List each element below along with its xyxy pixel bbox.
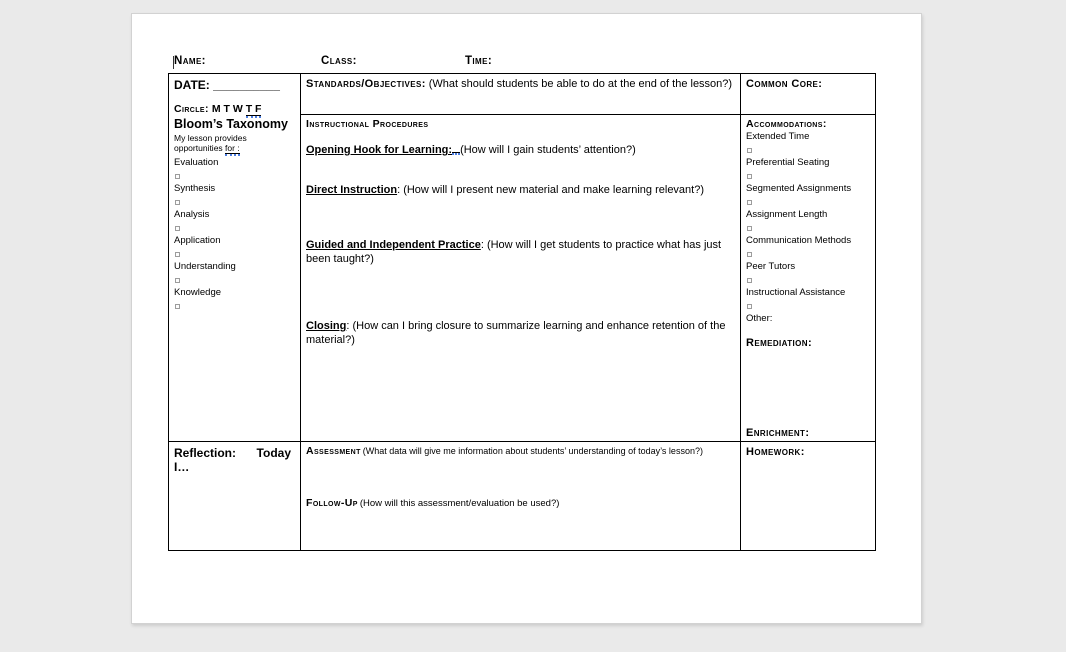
closing-hint: (How can I bring closure to summarize learning and enhance retention of the material?) <box>306 320 726 346</box>
checkbox-icon[interactable] <box>747 278 752 283</box>
separator: : <box>397 183 404 196</box>
list-item <box>174 157 296 179</box>
checkbox-icon[interactable] <box>747 148 752 153</box>
accommodations-label: Accommodations: <box>746 118 827 130</box>
date-label: DATE: <box>174 78 210 92</box>
assessment-cell[interactable] <box>301 442 741 550</box>
blooms-subtitle <box>174 133 296 154</box>
list-item <box>174 235 296 257</box>
followup-block <box>306 497 734 509</box>
list-item <box>746 183 871 205</box>
list-item <box>174 261 296 283</box>
accommodation-label: Instructional Assistance <box>746 287 846 298</box>
blooms-levels-list <box>174 157 296 309</box>
accommodation-label: Segmented Assignments <box>746 183 852 194</box>
checkbox-icon[interactable] <box>747 304 752 309</box>
level-label: Knowledge <box>174 287 222 298</box>
enrichment-label: Enrichment: <box>746 427 810 439</box>
list-item <box>174 183 296 205</box>
homework-cell[interactable] <box>741 442 875 550</box>
reflection-line2: I… <box>174 460 190 474</box>
guided-practice-title: Guided and Independent Practice <box>306 239 481 251</box>
reflection-line1 <box>174 446 295 460</box>
instructional-procedures-cell[interactable] <box>301 115 741 442</box>
list-item <box>746 261 871 283</box>
checkbox-icon[interactable] <box>175 278 180 283</box>
lesson-plan-table <box>168 73 876 551</box>
followup-label: Follow-Up <box>306 496 358 509</box>
blooms-subtitle-line2 <box>174 143 296 154</box>
checkbox-icon[interactable] <box>747 226 752 231</box>
direct-instruction-title: Direct Instruction <box>306 183 398 196</box>
date-blank-line: __________ <box>213 78 280 92</box>
reflection-today: Today <box>256 446 291 460</box>
accommodations-list <box>746 131 871 309</box>
blooms-subtitle-line2-text: opportunities <box>174 143 226 153</box>
separator: : <box>346 320 353 332</box>
followup-hint: (How will this assessment/evaluation be used?) <box>359 497 560 509</box>
checkbox-icon[interactable] <box>175 200 180 205</box>
guided-practice-hint: (How will I get students to practice what has just been taught?) <box>306 239 722 265</box>
level-label: Evaluation <box>174 157 219 168</box>
list-item <box>174 209 296 231</box>
checkbox-icon[interactable] <box>175 226 180 231</box>
opening-hook-title: Opening Hook for Learning: <box>306 144 453 156</box>
list-item <box>746 287 871 309</box>
checkbox-icon[interactable] <box>175 252 180 257</box>
document-page[interactable] <box>131 13 922 624</box>
checkbox-icon[interactable] <box>747 252 752 257</box>
list-item <box>746 209 871 231</box>
standards-objectives-label: Standards/Objectives: <box>306 78 426 90</box>
accommodation-label: Preferential Seating <box>746 157 830 168</box>
weekday-letters[interactable]: M T W <box>211 103 243 115</box>
closing-section <box>306 320 734 347</box>
guided-practice-section <box>306 239 734 266</box>
standards-objectives-hint: (What should students be able to do at the end of the lesson?) <box>428 78 733 90</box>
checkbox-icon[interactable] <box>747 200 752 205</box>
checkbox-icon[interactable] <box>747 174 752 179</box>
common-core-label: Common Core: <box>746 78 823 90</box>
standards-objectives-cell[interactable] <box>301 74 741 115</box>
blooms-taxonomy-title: Bloom’s Taxonomy <box>174 117 288 131</box>
level-label: Application <box>174 235 221 246</box>
reflection-cell[interactable] <box>169 442 301 550</box>
accommodation-label: Extended Time <box>746 131 810 142</box>
blooms-subtitle-line1: My lesson provides <box>174 133 247 143</box>
opening-hook-section <box>306 141 734 158</box>
accommodation-label: Peer Tutors <box>746 261 796 272</box>
checkbox-icon[interactable] <box>175 174 180 179</box>
opening-hook-hint: (How will I gain students’ attention?) <box>460 144 636 156</box>
assessment-block <box>306 446 734 458</box>
direct-instruction-section <box>306 184 734 198</box>
weekday-letters-underlined[interactable]: T F <box>245 103 262 115</box>
accommodation-label: Communication Methods <box>746 235 852 246</box>
remediation-label: Remediation: <box>746 337 813 349</box>
instructional-procedures-label: Instructional Procedures <box>306 118 429 130</box>
list-item <box>746 157 871 179</box>
separator: : <box>480 239 487 251</box>
assessment-hint: (What data will give me information about students’ understanding of today’s lesson?) <box>362 446 703 456</box>
closing-title: Closing <box>306 320 347 332</box>
other-label: Other: <box>746 313 773 324</box>
list-item <box>746 235 871 257</box>
homework-label: Homework: <box>746 446 805 458</box>
date-field[interactable] <box>174 78 296 92</box>
checkbox-icon[interactable] <box>175 304 180 309</box>
accommodations-cell[interactable] <box>741 115 875 442</box>
common-core-cell[interactable] <box>741 74 875 115</box>
level-label: Synthesis <box>174 183 216 194</box>
list-item <box>174 287 296 309</box>
list-item <box>746 131 871 153</box>
grammar-marked-text: for : <box>225 143 240 153</box>
circle-days-row <box>174 103 296 116</box>
grammar-marked-space <box>452 141 460 153</box>
circle-label: Circle: <box>174 103 209 115</box>
accommodation-label: Assignment Length <box>746 209 828 220</box>
class-label: Class: <box>321 55 357 67</box>
level-label: Understanding <box>174 261 236 272</box>
time-label: Time: <box>465 55 493 67</box>
assessment-label: Assessment <box>306 445 361 457</box>
level-label: Analysis <box>174 209 210 220</box>
direct-instruction-hint: (How will I present new material and make learning relevant?) <box>403 183 705 196</box>
reflection-label: Reflection: <box>174 446 237 460</box>
name-label: Name: <box>174 55 206 67</box>
date-blooms-cell <box>169 74 301 442</box>
